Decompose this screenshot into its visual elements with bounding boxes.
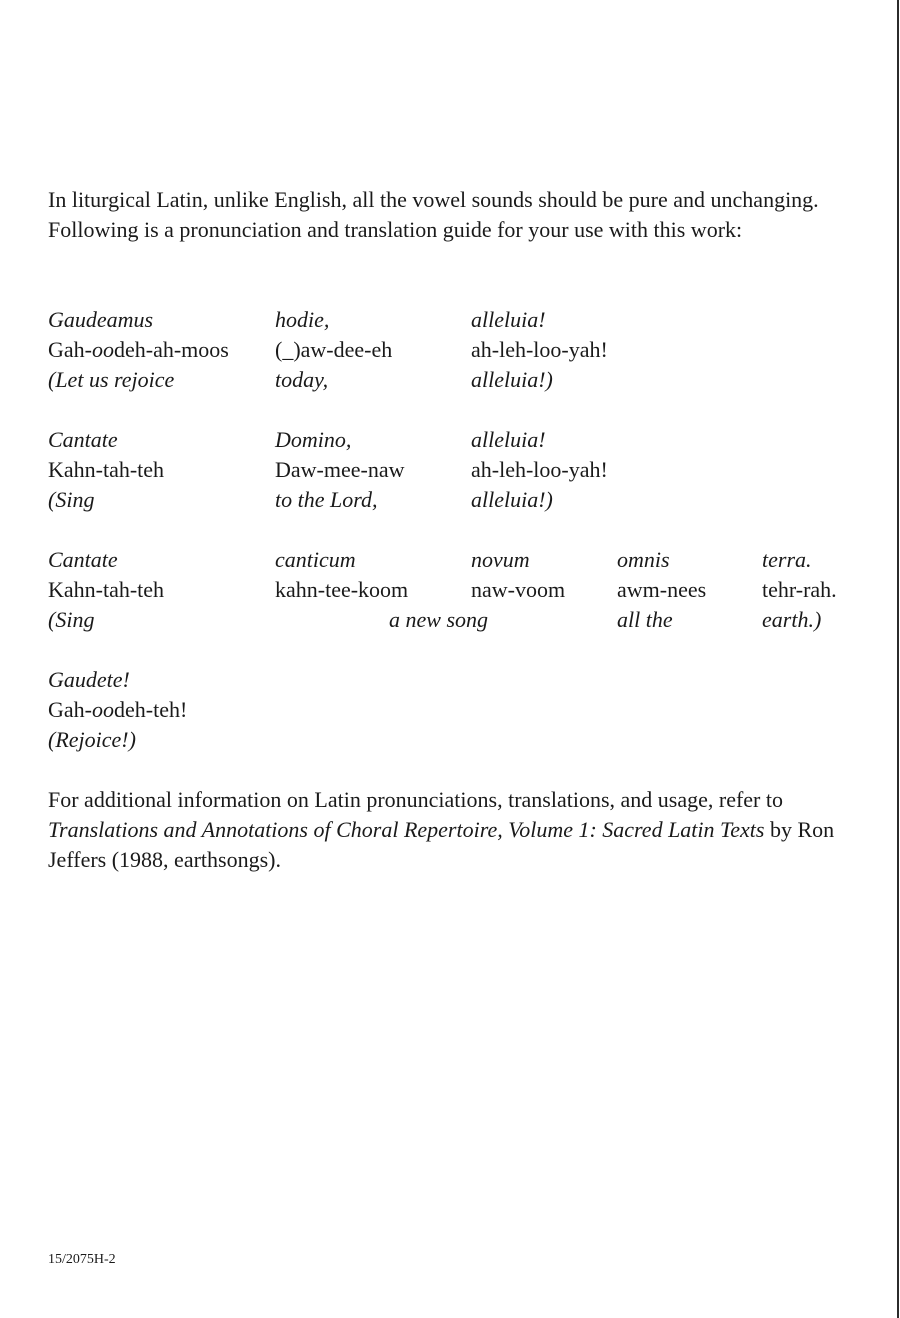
latin-word: Gaudete! [48,667,130,692]
pronunciation-line [48,335,858,365]
latin-word: Cantate [48,427,118,452]
pronunciation-word: Gah-oodeh-teh! [48,697,188,722]
translation-word: (Sing [48,607,95,632]
latin-word: hodie, [275,307,330,332]
pronunciation-word: Gah-oodeh-ah-moos [48,337,229,362]
translation-word: alleluia!) [471,367,553,392]
latin-word: canticum [275,547,356,572]
translation-word: alleluia!) [471,487,553,512]
translation-word: a new song [389,607,488,632]
page-edge-rule [897,0,899,1318]
pronunciation-word: ah-leh-loo-yah! [471,457,608,482]
latin-word: Cantate [48,547,118,572]
latin-word: novum [471,547,530,572]
latin-line [48,425,858,455]
latin-word: alleluia! [471,427,546,452]
stanza-gaudeamus [48,305,858,395]
pronunciation-word: naw-voom [471,577,566,602]
pronunciation-word: (_)aw-dee-eh [275,337,393,362]
translation-word: earth.) [762,607,822,632]
translation-line [48,725,858,755]
pronunciation-word: awm-nees [617,577,707,602]
pronunciation-word: kahn-tee-koom [275,577,409,602]
latin-word: Gaudeamus [48,307,154,332]
latin-word: alleluia! [471,307,546,332]
translation-word: (Let us rejoice [48,367,175,392]
translation-line [48,605,858,635]
translation-word: (Sing [48,487,95,512]
latin-word: omnis [617,547,670,572]
translation-line [48,485,858,515]
pronunciation-line [48,575,858,605]
pronunciation-word: Kahn-tah-teh [48,457,165,482]
pronunciation-word: tehr-rah. [762,577,837,602]
latin-line [48,545,858,575]
catalog-number: 15/2075H-2 [48,1252,116,1267]
latin-word: terra. [762,547,812,572]
pronunciation-line [48,455,858,485]
stanza-cantate-domino [48,425,858,515]
translation-line [48,365,858,395]
pronunciation-word: Daw-mee-naw [275,457,405,482]
pronunciation-line [48,695,858,725]
translation-word: all the [617,607,673,632]
reference-paragraph: For additional information on Latin pronunciations, translations, and usage, refer to Translations and Annotations of Choral Repertoire, Volume 1: Sacred Latin Texts by Ron Jeffers (1988, earthsongs). [48,787,835,872]
pronunciation-word: Kahn-tah-teh [48,577,165,602]
stanza-cantate-canticum [48,545,858,635]
intro-paragraph: In liturgical Latin, unlike English, all the vowel sounds should be pure and unchanging. Following is a pronunciation and translation guide for your use with this work: [48,187,819,242]
latin-word: Domino, [275,427,352,452]
translation-word: (Rejoice!) [48,727,136,752]
latin-line [48,305,858,335]
latin-line [48,665,858,695]
book-title: Translations and Annotations of Choral Repertoire, Volume 1: Sacred Latin Texts [48,817,765,842]
pronunciation-word: ah-leh-loo-yah! [471,337,608,362]
translation-word: today, [275,367,329,392]
stanza-gaudete [48,665,858,755]
translation-word: to the Lord, [275,487,378,512]
